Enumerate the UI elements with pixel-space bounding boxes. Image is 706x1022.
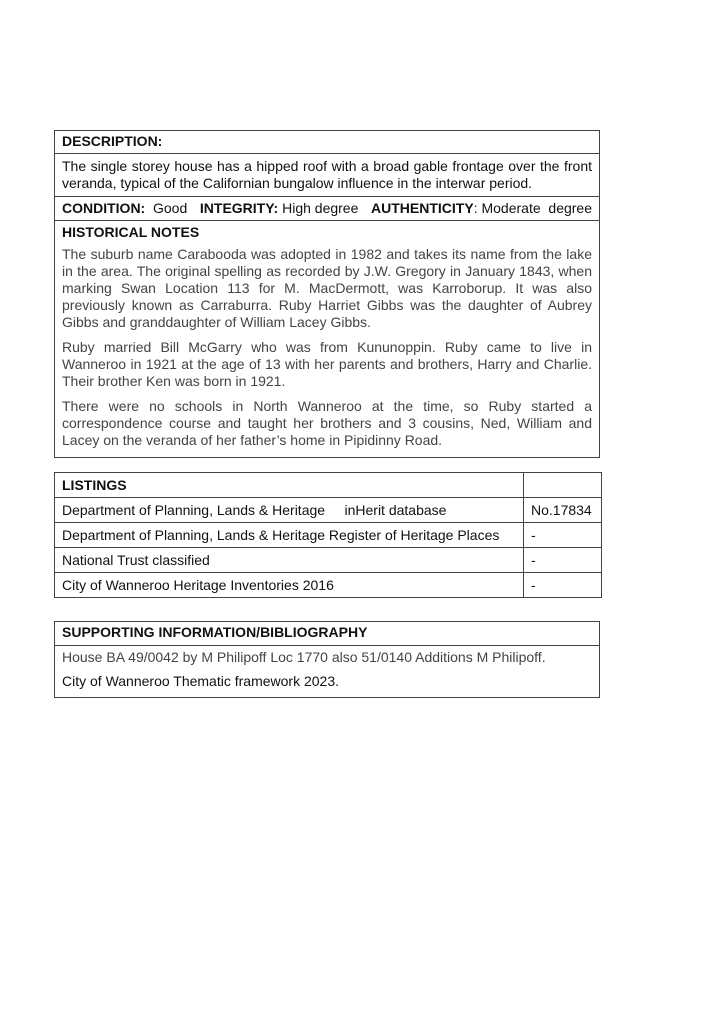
supporting-body (55, 645, 599, 697)
integrity-value: High degree (282, 200, 359, 216)
supporting-heading: SUPPORTING INFORMATION/BIBLIOGRAPHY (62, 624, 368, 640)
authenticity-value: : Moderate degree (473, 200, 592, 216)
listing-value: No.17834 (524, 498, 602, 523)
listing-value: - (524, 523, 602, 548)
listing-name: City of Wanneroo Heritage Inventories 2016 (55, 573, 524, 598)
authenticity-field (371, 200, 592, 217)
listings-table (54, 472, 602, 598)
condition-value: Good (153, 200, 188, 216)
description-heading: DESCRIPTION: (62, 133, 163, 149)
table-row (55, 523, 602, 548)
condition-label: CONDITION: (62, 200, 146, 216)
historical-paragraph: Ruby married Bill McGarry who was from Kununoppin. Ruby came to live in Wanneroo in 1921 at the age of 13 with her parents and brothers, Harry and Charlie. Their brother Ken was born in 1921. (62, 339, 592, 389)
listing-name: Department of Planning, Lands & Heritage inHerit database (55, 498, 524, 523)
historical-notes-body (55, 244, 599, 457)
historical-notes-heading: HISTORICAL NOTES (55, 220, 599, 244)
historical-paragraph: The suburb name Carabooda was adopted in 1982 and takes its name from the lake in the area. The original spelling as recorded by J.W. Gregory in January 1843, when marking Swan Location 113 for M. MacDermott, was Karroborup. It was also previously known as Carraburra. Ruby Harriet Gibbs was the daughter of Aubrey Gibbs and granddaughter of William Lacey Gibbs. (62, 246, 592, 330)
historical-paragraph: There were no schools in North Wanneroo at the time, so Ruby started a correspondence course and taught her brothers and 3 cousins, Ned, William and Lacey on the veranda of her father’s home in Pipidinny Road. (62, 398, 592, 448)
description-body (55, 153, 599, 196)
table-row (55, 498, 602, 523)
description-text: The single storey house has a hipped roof with a broad gable frontage over the front veranda, typical of the Californian bungalow influence in the interwar period. (62, 158, 592, 191)
listings-heading: LISTINGS (55, 473, 524, 498)
bibliography-line: House BA 49/0042 by M Philipoff Loc 1770 also 51/0140 Additions M Philipoff. (62, 649, 546, 665)
integrity-label: INTEGRITY: (199, 200, 279, 216)
listing-value: - (524, 573, 602, 598)
integrity-field (200, 200, 358, 217)
bibliography-line: City of Wanneroo Thematic framework 2023. (62, 673, 340, 689)
condition-field (62, 200, 187, 217)
table-row (55, 548, 602, 573)
listing-name: Department of Planning, Lands & Heritage Register of Heritage Places (55, 523, 524, 548)
listings-header-row (55, 473, 602, 498)
listings-heading-value (524, 473, 602, 498)
description-section (54, 130, 600, 458)
assessment-row (55, 196, 599, 220)
authenticity-label: AUTHENTICITY (371, 200, 474, 216)
table-row (55, 573, 602, 598)
supporting-information-section (54, 621, 600, 698)
listing-name: National Trust classified (55, 548, 524, 573)
listing-value: - (524, 548, 602, 573)
